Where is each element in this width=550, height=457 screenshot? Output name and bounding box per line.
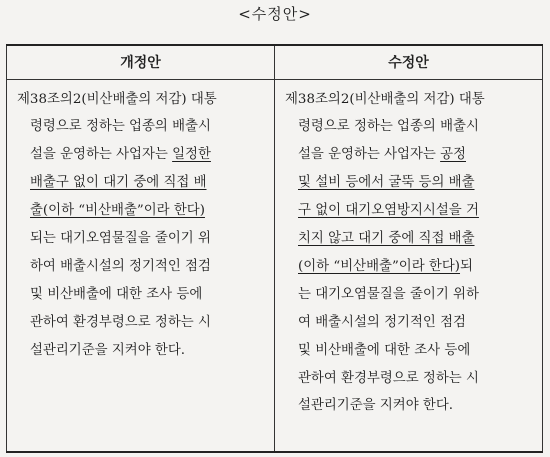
text-segment: 여 배출시설의 정기적인 점검: [298, 314, 466, 330]
text-line: [17, 281, 267, 309]
text-segment: 제38조의2(비산배출의 저감) 대통: [17, 91, 217, 107]
text-line: [17, 141, 267, 169]
text-segment: 및 비산배출에 대한 조사 등에: [30, 286, 203, 302]
underlined-text: 공정: [440, 147, 466, 163]
underlined-text: 및 설비 등에서 굴뚝 등의 배출: [298, 175, 475, 191]
text-line: [17, 197, 267, 225]
text-segment: 설관리기준을 지켜야 한다.: [30, 342, 186, 358]
revised-proposal-text: [275, 79, 543, 452]
text-line: [17, 309, 267, 337]
text-line: [17, 169, 267, 197]
text-line: [17, 225, 267, 253]
underlined-text: 구 없이 대기오염방지시설을 거: [298, 203, 479, 219]
text-line: [285, 141, 535, 169]
text-line: [17, 337, 267, 365]
table-body-row: [7, 79, 543, 452]
text-segment: 령령으로 정하는 업종의 배출시: [298, 119, 479, 135]
text-line: [285, 253, 535, 281]
text-segment: 령령으로 정하는 업종의 배출시: [30, 119, 211, 135]
text-line: [285, 309, 535, 337]
original-text-body: [17, 86, 267, 365]
text-line: [285, 197, 535, 225]
text-line: [17, 253, 267, 281]
text-line: [285, 113, 535, 141]
text-line: [17, 86, 267, 114]
text-line: [285, 337, 535, 365]
original-proposal-text: [7, 79, 275, 452]
text-segment: 설관리기준을 지켜야 한다.: [298, 398, 454, 414]
header-original-proposal: 개정안: [7, 45, 275, 79]
table-header-row: [7, 45, 543, 79]
text-line: [285, 169, 535, 197]
text-segment: 하여 배출시설의 정기적인 점검: [30, 258, 211, 274]
text-line: [17, 113, 267, 141]
revised-text-body: [285, 86, 535, 421]
underlined-text: 배출구 없이 대기 중에 직접 배: [30, 175, 207, 191]
text-line: [285, 392, 535, 420]
underlined-text: 출(이하 “비산배출”이라 한다): [30, 203, 205, 219]
text-line: [285, 281, 535, 309]
text-segment: 제38조의2(비산배출의 저감) 대통: [285, 91, 485, 107]
underlined-text: (이하 “비산배출”이라 한다): [298, 258, 461, 274]
text-segment: 는 대기오염물질을 줄이기 위하: [298, 286, 479, 302]
text-segment: 및 비산배출에 대한 조사 등에: [298, 342, 471, 358]
text-segment: 관하여 환경부령으로 정하는 시: [30, 314, 211, 330]
text-line: [285, 86, 535, 114]
text-segment: 되는 대기오염물질을 줄이기 위: [30, 231, 211, 247]
document-title: <수정안>: [238, 5, 312, 23]
text-segment: 관하여 환경부령으로 정하는 시: [298, 370, 479, 386]
amendment-comparison-table: [6, 44, 543, 453]
underlined-text: 치지 않고 대기 중에 직접 배출: [298, 231, 475, 247]
text-line: [285, 225, 535, 253]
header-revised-proposal: 수정안: [275, 45, 543, 79]
text-line: [285, 365, 535, 393]
text-segment: 되: [460, 258, 473, 274]
underlined-text: 일정한: [172, 147, 211, 163]
text-segment: 설을 운영하는 사업자는: [30, 147, 173, 163]
text-segment: 설을 운영하는 사업자는: [298, 147, 441, 163]
